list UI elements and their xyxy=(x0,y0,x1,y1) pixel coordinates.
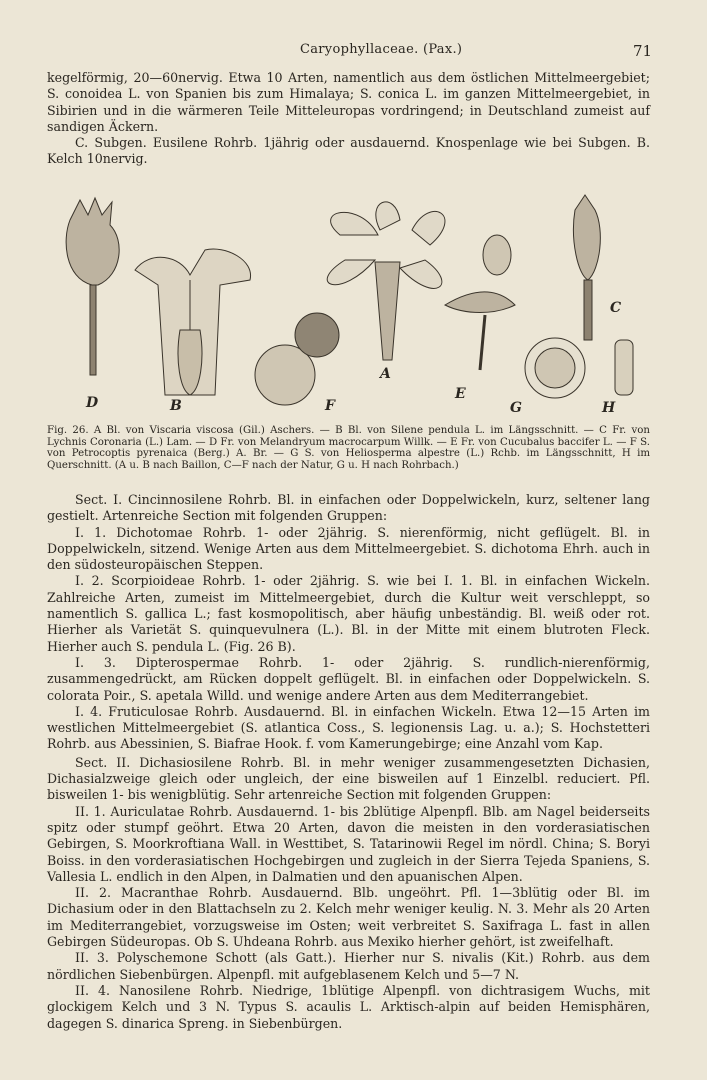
group-paragraph: II. 1. Auriculatae Rohrb. Ausdauernd. 1- bis 2blütige Alpenpfl. Blb. am Nagel beiderseits spitz oder stumpf geöhrt. Etwa 20 Arten, davon die meisten in den vorderasiatischen Gebirgen, S. Moorkroftiana Wall. in Westtibet, S. Tatarinowii Regel im nördl. China; S. Boryi Boiss. in den vorderasiatischen Hochgebirgen und zugleich in der Sierra Tejeda Spaniens, S. Vallesia L. endlich in den Alpen, in Dalmatien und den apuanischen Alpen. xyxy=(47,803,650,884)
group-paragraph: I. 4. Fruticulosae Rohrb. Ausdauernd. Bl. in einfachen Wickeln. Etwa 12—15 Arten im westlichen Mittelmeergebiet (S. atlantica Coss., S. legionensis Lag. u. a.); S. Hochstetteri Rohrb. aus Abessinien, S. Biafrae Hook. f. vom Kamerungebirge; eine Anzahl vom Kap. xyxy=(47,703,650,752)
figure-label-g: G xyxy=(510,400,522,416)
caption-text: Fig. 26. A Bl. von Viscaria viscosa (Gil.) Aschers. — B Bl. von Silene pendula L. im Längsschnitt. — C Fr. von Lychnis Coronaria (L.) Lam. — D Fr. von Melandryum macrocarpum Willk. — E Fr. von Cucubalus baccifer L. — F S. von Petrocoptis pyrenaica (Berg.) A. Br. — G S. von Heliosperma alpestre (L.) Rchb. im Längsschnitt, H im Querschnitt. (A u. B nach Baillon, C—F nach der Natur, G u. H nach Rohrbach.) xyxy=(47,425,650,471)
figure-label-b: B xyxy=(170,398,182,414)
intro-paragraph: kegelförmig, 20—60nervig. Etwa 10 Arten, namentlich aus dem östlichen Mittelmeergebiet; S. conoidea L. von Spanien bis zum Himalaya; S. conica L. im ganzen Mittelmeergebiet, in Sibirien und in die wärmeren Teile Mitteleuropas vordringend; in Deutschland zumeist auf sandigen Äckern. xyxy=(47,70,650,134)
subgenus-paragraph: C. Subgen. Eusilene Rohrb. 1jährig oder ausdauernd. Knospenlage wie bei Subgen. B. Kelch 10nervig. xyxy=(47,135,650,167)
figure-label-e: E xyxy=(455,386,466,402)
figure-label-d: D xyxy=(86,395,99,411)
page-number: 71 xyxy=(633,42,653,60)
figure-label-f: F xyxy=(325,398,335,414)
section-paragraph: Sect. I. Cincinnosilene Rohrb. Bl. in einfachen oder Doppelwickeln, kurz, seltener lang gestielt. Artenreiche Section mit folgenden Gruppen: xyxy=(47,492,650,524)
running-head: Caryophyllaceae. (Pax.) xyxy=(300,42,463,57)
section-paragraph: Sect. II. Dichasiosilene Rohrb. Bl. in mehr weniger zusammengesetzten Dichasien, Dichasialzweige gleich oder ungleich, der eine bisweilen auf 1 Einzelbl. reduciert. Pfl. bisweilen 1- bis wenigblütig. Sehr artenreiche Section mit folgenden Gruppen: xyxy=(47,754,650,803)
group-paragraph: I. 2. Scorpioideae Rohrb. 1- oder 2jährig. S. wie bei I. 1. Bl. in einfachen Wickeln. Zahlreiche Arten, zumeist im Mittelmeergebiet, durch die Kultur weit verschleppt, so namentlich S. gallica L.; fast kosmopolitisch, aber häufig unbeständig. Bl. weiß oder rot. Hierher als Varietät S. quinquevulnera (L.). Bl. in der Mitte mit einem blutroten Fleck. Hierher auch S. pendula L. (Fig. 26 B). xyxy=(47,573,650,654)
intro-text xyxy=(47,70,650,168)
figure-label-c: C xyxy=(610,300,622,316)
group-paragraph: II. 3. Polyschemone Schott (als Gatt.). Hierher nur S. nivalis (Kit.) Rohrb. aus dem nördlichen Siebenbürgen. Alpenpfl. mit aufgeblasenem Kelch und 5—7 N. xyxy=(47,950,650,982)
group-paragraph: II. 4. Nanosilene Rohrb. Niedrige, 1blütige Alpenpfl. von dichtrasigem Wuchs, mit glockigem Kelch und 3 N. Typus S. acaulis L. Arktisch-alpin auf beiden Hemisphären, dagegen S. dinarica Spreng. in Siebenbürgen. xyxy=(47,982,650,1031)
figure-caption xyxy=(47,425,650,471)
figure-label-h: H xyxy=(602,400,616,416)
botanical-figure xyxy=(40,190,670,420)
group-paragraph: I. 1. Dichotomae Rohrb. 1- oder 2jährig. S. nierenförmig, nicht geflügelt. Bl. in Doppelwickeln, sitzend. Wenige Arten aus dem Mittelmeergebiet. S. dichotoma Ehrh. auch in den südosteuropäischen Steppen. xyxy=(47,524,650,573)
figure-label-a: A xyxy=(380,366,391,382)
figure-illustration xyxy=(40,190,670,420)
body-text xyxy=(47,490,650,1032)
page-header xyxy=(0,42,707,62)
group-paragraph: I. 3. Dipterospermae Rohrb. 1- oder 2jährig. S. rundlich-nierenförmig, zusammengedrückt, am Rücken doppelt geflügelt. Bl. in einfachen oder Doppelwickeln. S. colorata Poir., S. apetala Willd. und wenige andere Arten aus dem Mediterrangebiet. xyxy=(47,654,650,703)
group-paragraph: II. 2. Macranthae Rohrb. Ausdauernd. Blb. ungeöhrt. Pfl. 1—3blütig oder Bl. im Dichasium oder in den Blattachseln zu 2. Kelch mehr weniger keulig. N. 3. Mehr als 20 Arten im Mediterrangebiet, vorzugsweise im Osten; weit verbreitet S. Saxifraga L. fast in allen Gebirgen Südeuropas. Ob S. Uhdeana Rohrb. aus Mexiko hierher gehört, ist zweifelhaft. xyxy=(47,885,650,950)
